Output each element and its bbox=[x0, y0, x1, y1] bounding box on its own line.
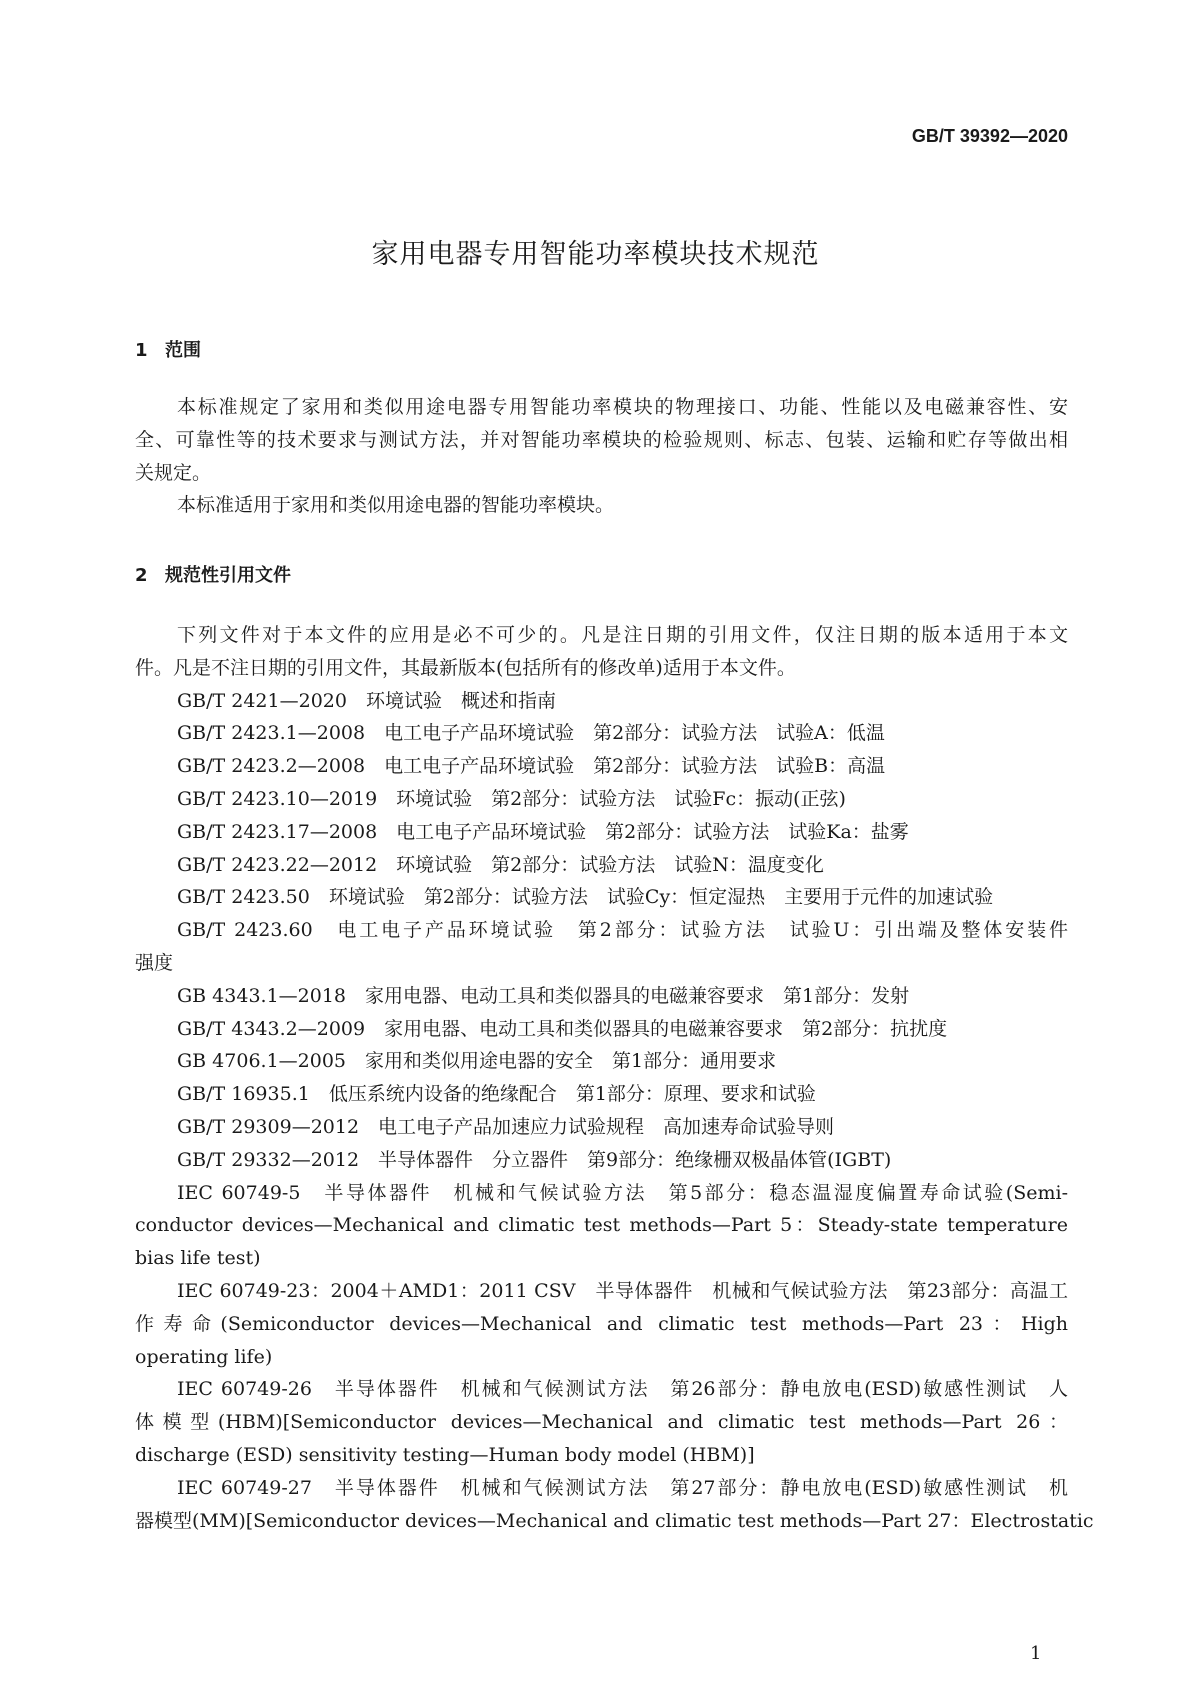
section-body-normative-references bbox=[135, 619, 1094, 1537]
paragraph bbox=[135, 849, 1068, 882]
paragraph bbox=[135, 1144, 1068, 1177]
text-line: GB/T 16935.1 低压系统内设备的绝缘配合 第1部分：原理、要求和试验 bbox=[177, 1083, 816, 1106]
text-line: GB/T 29332—2012 半导体器件 分立器件 第9部分：绝缘栅双极晶体管(IGBT) bbox=[177, 1148, 892, 1171]
text-line: 器模型(MM)[Semiconductor devices—Mechanical and climatic test methods—Part 27：Electrostatic bbox=[135, 1509, 1094, 1532]
text-line: GB/T 2423.22—2012 环境试验 第2部分：试验方法 试验N：温度变化 bbox=[177, 853, 824, 876]
text-line: 全、可靠性等的技术要求与测试方法，并对智能功率模块的检验规则、标志、包装、运输和贮存等做出相 bbox=[135, 428, 1068, 451]
paragraph bbox=[135, 685, 1068, 718]
paragraph bbox=[135, 980, 1068, 1013]
text-line: GB/T 2423.60 电工电子产品环境试验 第2部分：试验方法 试验U：引出端及整体安装件 bbox=[177, 919, 1068, 942]
standard-number-header: GB/T 39392—2020 bbox=[911, 126, 1068, 146]
text-line: 本标准规定了家用和类似用途电器专用智能功率模块的物理接口、功能、性能以及电磁兼容性、安 bbox=[177, 396, 1068, 418]
text-line: IEC 60749-5 半导体器件 机械和气候试验方法 第5部分：稳态温湿度偏置寿命试验(Semi- bbox=[177, 1181, 1068, 1204]
paragraph bbox=[135, 717, 1068, 750]
paragraph bbox=[135, 750, 1068, 783]
paragraph bbox=[135, 1373, 1068, 1471]
text-line: 体模型(HBM)[Semiconductor devices—Mechanical and climatic test methods—Part 26： bbox=[135, 1411, 1068, 1434]
text-line: 件。凡是不注日期的引用文件，其最新版本(包括所有的修改单)适用于本文件。 bbox=[135, 656, 796, 679]
text-line: bias life test) bbox=[135, 1247, 261, 1270]
paragraph bbox=[135, 914, 1068, 980]
text-line: 下列文件对于本文件的应用是必不可少的。凡是注日期的引用文件，仅注日期的版本适用于本文 bbox=[177, 624, 1068, 646]
paragraph bbox=[135, 391, 1068, 489]
text-line: IEC 60749-27 半导体器件 机械和气候测试方法 第27部分：静电放电(ESD)敏感性测试 机 bbox=[177, 1476, 1068, 1499]
text-line: 关规定。 bbox=[135, 461, 212, 484]
section-title: 范围 bbox=[165, 340, 201, 361]
text-line: GB/T 2423.17—2008 电工电子产品环境试验 第2部分：试验方法 试验Ka：盐雾 bbox=[177, 820, 909, 843]
paragraph bbox=[135, 1275, 1068, 1373]
paragraph bbox=[135, 1177, 1068, 1275]
text-line: conductor devices—Mechanical and climatic test methods—Part 5：Steady-state temperature bbox=[135, 1214, 1068, 1237]
paragraph bbox=[135, 881, 1068, 914]
paragraph bbox=[135, 1045, 1068, 1078]
paragraph bbox=[135, 1472, 1094, 1538]
text-line: GB/T 2421—2020 环境试验 概述和指南 bbox=[177, 689, 556, 712]
text-line: GB 4343.1—2018 家用电器、电动工具和类似器具的电磁兼容要求 第1部分：发射 bbox=[177, 984, 910, 1007]
paragraph bbox=[135, 1078, 1068, 1111]
text-line: IEC 60749-23：2004＋AMD1：2011 CSV 半导体器件 机械和气候试验方法 第23部分：高温工 bbox=[177, 1279, 1068, 1302]
paragraph bbox=[135, 619, 1068, 685]
text-line: 本标准适用于家用和类似用途电器的智能功率模块。 bbox=[177, 494, 615, 517]
section-number: 1 bbox=[135, 340, 148, 361]
text-line: GB/T 2423.10—2019 环境试验 第2部分：试验方法 试验Fc：振动(正弦) bbox=[177, 787, 846, 810]
paragraph bbox=[135, 783, 1068, 816]
text-line: GB/T 4343.2—2009 家用电器、电动工具和类似器具的电磁兼容要求 第2部分：抗扰度 bbox=[177, 1017, 948, 1040]
page-number: 1 bbox=[1030, 1643, 1042, 1664]
section-title: 规范性引用文件 bbox=[165, 565, 291, 586]
text-line: 强度 bbox=[135, 951, 174, 974]
paragraph bbox=[135, 1013, 1068, 1046]
section-heading-normative-references bbox=[135, 561, 291, 587]
text-line: 作寿命(Semiconductor devices—Mechanical and climatic test methods—Part 23：High bbox=[135, 1312, 1068, 1335]
text-line: GB 4706.1—2005 家用和类似用途电器的安全 第1部分：通用要求 bbox=[177, 1050, 777, 1073]
paragraph bbox=[135, 1111, 1068, 1144]
section-body-scope bbox=[135, 391, 1068, 522]
section-heading-scope bbox=[135, 336, 201, 362]
text-line: IEC 60749-26 半导体器件 机械和气候测试方法 第26部分：静电放电(ESD)敏感性测试 人 bbox=[177, 1378, 1068, 1401]
paragraph bbox=[135, 489, 1068, 522]
text-line: GB/T 2423.50 环境试验 第2部分：试验方法 试验Cy：恒定湿热 主要用于元件的加速试验 bbox=[177, 886, 994, 909]
text-line: discharge (ESD) sensitivity testing—Human body model (HBM)] bbox=[135, 1443, 755, 1466]
text-line: GB/T 2423.2—2008 电工电子产品环境试验 第2部分：试验方法 试验B：高温 bbox=[177, 755, 886, 778]
section-number: 2 bbox=[135, 565, 148, 586]
text-line: GB/T 2423.1—2008 电工电子产品环境试验 第2部分：试验方法 试验A：低温 bbox=[177, 722, 885, 745]
paragraph bbox=[135, 816, 1068, 849]
text-line: operating life) bbox=[135, 1345, 273, 1368]
text-line: GB/T 29309—2012 电工电子产品加速应力试验规程 高加速寿命试验导则 bbox=[177, 1115, 835, 1138]
document-title: 家用电器专用智能功率模块技术规范 bbox=[371, 239, 820, 270]
